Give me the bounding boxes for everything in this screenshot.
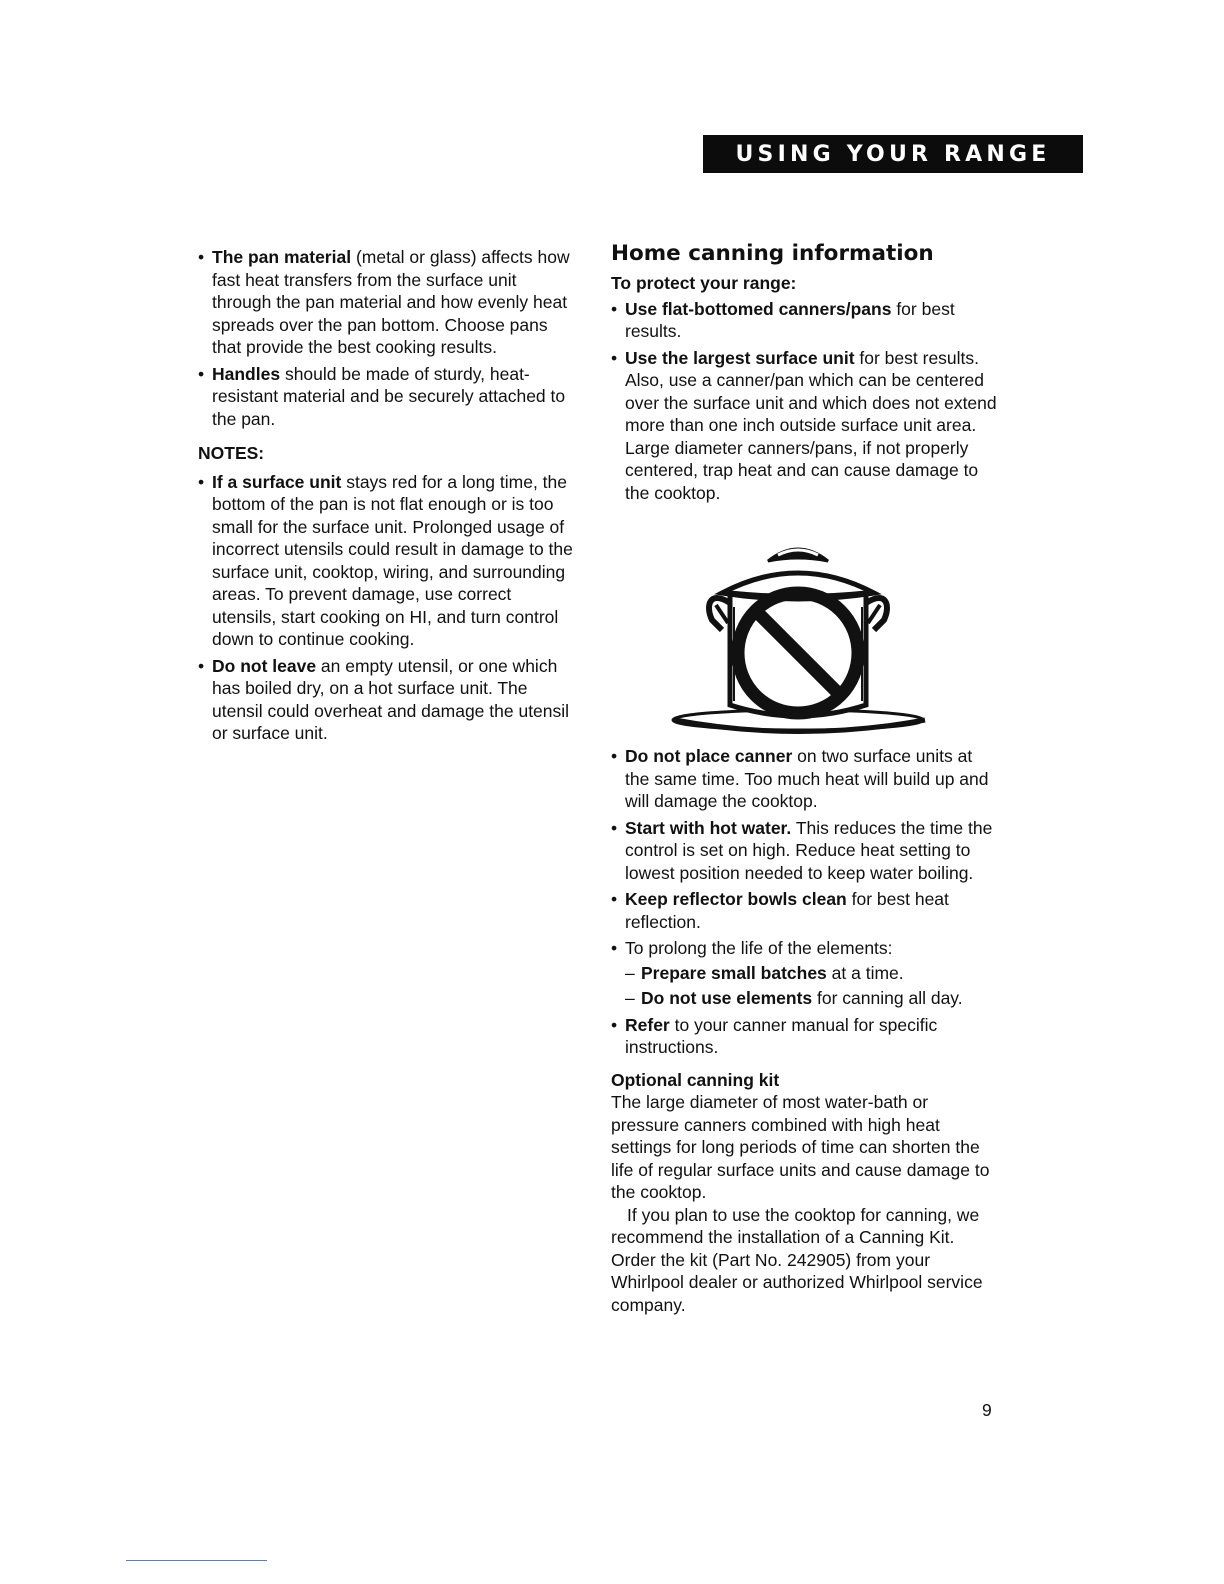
list-item — [198, 363, 578, 431]
section-banner: USING YOUR RANGE — [703, 135, 1083, 173]
item-text: This reduces the time the control is set on high. Reduce heat setting to lowest position needed to keep water boiling. — [625, 817, 993, 883]
canning-tips-list — [611, 745, 1001, 1059]
item-lead: Refer — [625, 1014, 670, 1035]
item-text: on two surface units at the same time. Too much heat will build up and will damage the cooktop. — [625, 746, 989, 811]
prolong-sublist — [625, 962, 1001, 1010]
list-item — [198, 471, 578, 651]
item-text: at a time. — [826, 962, 904, 983]
item-lead: Use the largest surface unit — [625, 347, 855, 368]
right-column — [611, 240, 1001, 508]
footer-rule — [126, 1560, 267, 1561]
item-text: an empty utensil, or one which has boiled dry, on a hot surface unit. The utensil could overheat and damage the utensil or surface unit. — [212, 655, 570, 743]
item-text: for best results. Also, use a canner/pan which can be centered over the surface unit and which does not extend more than one inch outside surface unit area. Large diameter canners/pans, if not properly centered, trap heat and can cause damage to the cooktop. — [625, 347, 997, 503]
item-text: for best heat reflection. — [625, 889, 949, 932]
item-lead: Use flat-bottomed canners/pans — [625, 298, 892, 319]
list-item — [611, 745, 1001, 813]
notes-heading: NOTES: — [198, 443, 265, 463]
list-item — [611, 817, 1001, 885]
item-lead: Keep reflector bowls clean — [625, 889, 847, 909]
item-text: should be made of sturdy, heat-resistant material and be securely attached to the pan. — [212, 363, 566, 429]
item-lead: Handles — [212, 363, 281, 384]
canning-tips-column — [611, 745, 1001, 1316]
item-lead: If a surface unit — [212, 471, 342, 492]
item-text: (metal or glass) affects how fast heat transfers from the surface unit through the pan material and how evenly heat spreads over the pan bottom. Choose pans that provide the best cooking results. — [212, 247, 570, 357]
pan-tips-list — [198, 246, 578, 430]
list-item — [611, 347, 1001, 505]
item-lead: Do not leave — [212, 655, 317, 676]
item-text: for best results. — [625, 298, 955, 341]
item-lead: Do not use elements — [641, 988, 813, 1008]
page-number: 9 — [982, 1400, 992, 1420]
notes-list — [198, 471, 578, 745]
list-item — [611, 937, 1001, 1010]
item-text: for canning all day. — [812, 988, 963, 1008]
item-text: to your canner manual for specific instructions. — [625, 1014, 938, 1057]
protect-heading: To protect your range: — [611, 273, 797, 293]
no-oversized-canner-icon — [670, 535, 935, 740]
list-item — [611, 1014, 1001, 1059]
optional-kit-paragraph: The large diameter of most water-bath or pressure canners combined with high heat settings for long periods of time can shorten the life of regular surface units and cause damage to the cooktop. — [611, 1092, 990, 1202]
item-lead: The pan material — [212, 247, 352, 267]
left-column — [198, 246, 578, 749]
optional-kit-heading: Optional canning kit — [611, 1069, 780, 1090]
sub-list-item — [625, 987, 1001, 1010]
item-lead: Do not place canner — [625, 746, 793, 766]
list-item — [198, 246, 578, 359]
section-title: Home canning information — [611, 241, 934, 266]
optional-kit-paragraph: If you plan to use the cooktop for canning, we recommend the installation of a Canning Kit. Order the kit (Part No. 242905) from your Whirlpool dealer or authorized Whirlpool service company. — [611, 1204, 983, 1315]
item-lead: Prepare small batches — [641, 962, 827, 983]
list-item — [611, 298, 1001, 343]
protect-list — [611, 298, 1001, 505]
list-item — [611, 888, 1001, 933]
item-lead: Start with hot water. — [625, 817, 792, 838]
sub-list-item — [625, 962, 1001, 985]
prolong-intro: To prolong the life of the elements: — [625, 938, 893, 958]
list-item — [198, 655, 578, 745]
item-text: stays red for a long time, the bottom of the pan is not flat enough or is too small for the surface unit. Prolonged usage of incorrect utensils could result in damage to the surface unit, cooktop, wiring, and surrounding areas. To prevent damage, use correct utensils, start cooking on HI, and turn control down to continue cooking. — [212, 471, 573, 649]
